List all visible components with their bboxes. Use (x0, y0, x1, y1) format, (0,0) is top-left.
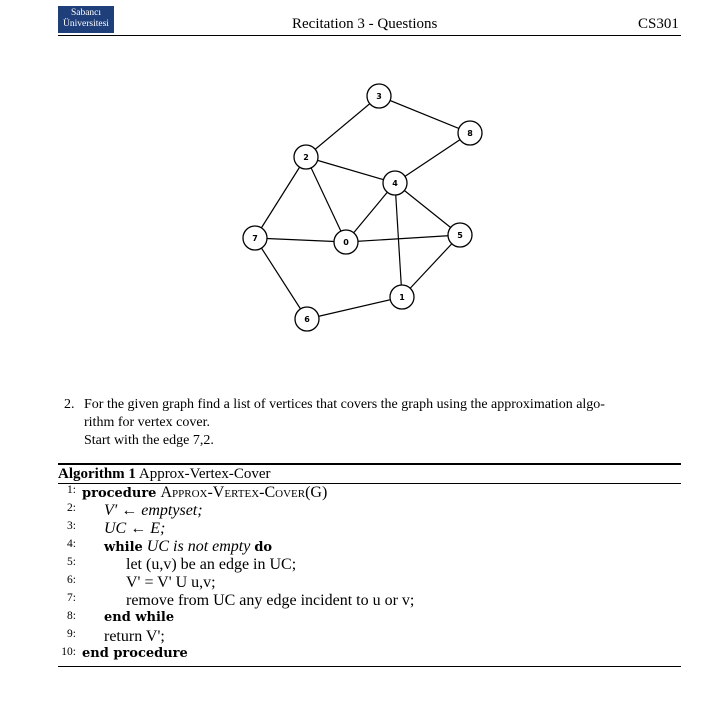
graph-edge-0-5 (346, 235, 460, 242)
algorithm-line (58, 520, 681, 538)
algorithm-caption (58, 465, 270, 483)
graph-edge-3-8 (379, 96, 470, 133)
graph-edge-7-6 (255, 238, 307, 319)
question-number: 2. (64, 397, 75, 412)
line-number: 6: (67, 574, 76, 586)
graph-edge-4-1 (395, 183, 402, 297)
graph-edge-2-0 (306, 157, 346, 242)
line-number: 7: (67, 592, 76, 604)
graph-node-1 (390, 285, 414, 309)
graph-node-7 (243, 226, 267, 250)
algorithm-bottom-rule (58, 666, 681, 667)
code-text: UC ← E; (104, 520, 166, 537)
question-line2: rithm for vertex cover. (84, 415, 210, 430)
graph-node-5 (448, 223, 472, 247)
graph-edge-8-4 (395, 133, 470, 183)
line-number: 3: (67, 520, 76, 532)
graph-edge-1-5 (402, 235, 460, 297)
graph-node-label: 4 (392, 179, 398, 188)
graph-edge-2-4 (306, 157, 395, 183)
graph-node-label: 0 (343, 238, 349, 247)
algorithm-caption-title: Approx-Vertex-Cover (138, 466, 271, 482)
graph-node-label: 3 (376, 92, 382, 101)
graph-node-label: 2 (303, 153, 309, 162)
graph-edge-6-1 (307, 297, 402, 319)
graph-node-label: 5 (457, 231, 463, 240)
algorithm-line (58, 592, 681, 610)
algorithm-line (58, 610, 681, 628)
keyword: end while (104, 610, 175, 625)
graph-edge-7-0 (255, 238, 346, 242)
graph-node-0 (334, 230, 358, 254)
graph-edge-2-3 (306, 96, 379, 157)
code-text: V' = V' U u,v; (126, 574, 216, 591)
code-text: let (u,v) be an edge in UC; (126, 556, 297, 573)
code-text: remove from UC any edge incident to u or v; (126, 592, 415, 609)
procedure-name: Approx-Vertex-Cover(G) (160, 484, 328, 501)
line-number: 8: (67, 610, 76, 622)
algorithm-line (58, 556, 681, 574)
keyword: procedure (82, 486, 157, 501)
algorithm-line (58, 646, 681, 664)
graph-node-3 (367, 84, 391, 108)
graph-edge-2-7 (255, 157, 306, 238)
logo-line1: Sabancı (70, 8, 102, 18)
graph-node-label: 1 (399, 293, 405, 302)
course-code: CS301 (638, 16, 679, 32)
line-number: 10: (61, 646, 76, 658)
code-text: UC is not empty (146, 538, 251, 555)
algorithm-line (58, 538, 681, 556)
algorithm-line (58, 628, 681, 646)
line-number: 1: (67, 484, 76, 496)
line-number: 4: (67, 538, 76, 550)
graph-node-label: 8 (467, 129, 473, 138)
graph-edges (255, 96, 470, 319)
graph-node-4 (383, 171, 407, 195)
line-number: 5: (67, 556, 76, 568)
keyword: end procedure (82, 646, 188, 661)
code-text: return V'; (104, 628, 165, 645)
graph-node-6 (295, 307, 319, 331)
question-line3: Start with the edge 7,2. (84, 433, 214, 448)
graph-node-label: 6 (304, 315, 310, 324)
keyword: while (104, 540, 143, 555)
algorithm-line (58, 502, 681, 520)
algorithm-line (58, 484, 681, 502)
keyword: do (254, 540, 273, 555)
graph-node-2 (294, 145, 318, 169)
code-text: V′ ← emptyset; (104, 502, 203, 519)
question-line1: For the given graph find a list of vertices that covers the graph using the approximation algo- (84, 397, 605, 412)
algorithm-caption-label: Algorithm 1 (58, 466, 136, 482)
graph-node-label: 7 (252, 234, 258, 243)
line-number: 9: (67, 628, 76, 640)
page-title: Recitation 3 - Questions (292, 16, 438, 32)
algorithm-line (58, 574, 681, 592)
line-number: 2: (67, 502, 76, 514)
logo-line2: Üniversitesi (63, 19, 109, 29)
graph-node-8 (458, 121, 482, 145)
graph-nodes (243, 84, 482, 331)
